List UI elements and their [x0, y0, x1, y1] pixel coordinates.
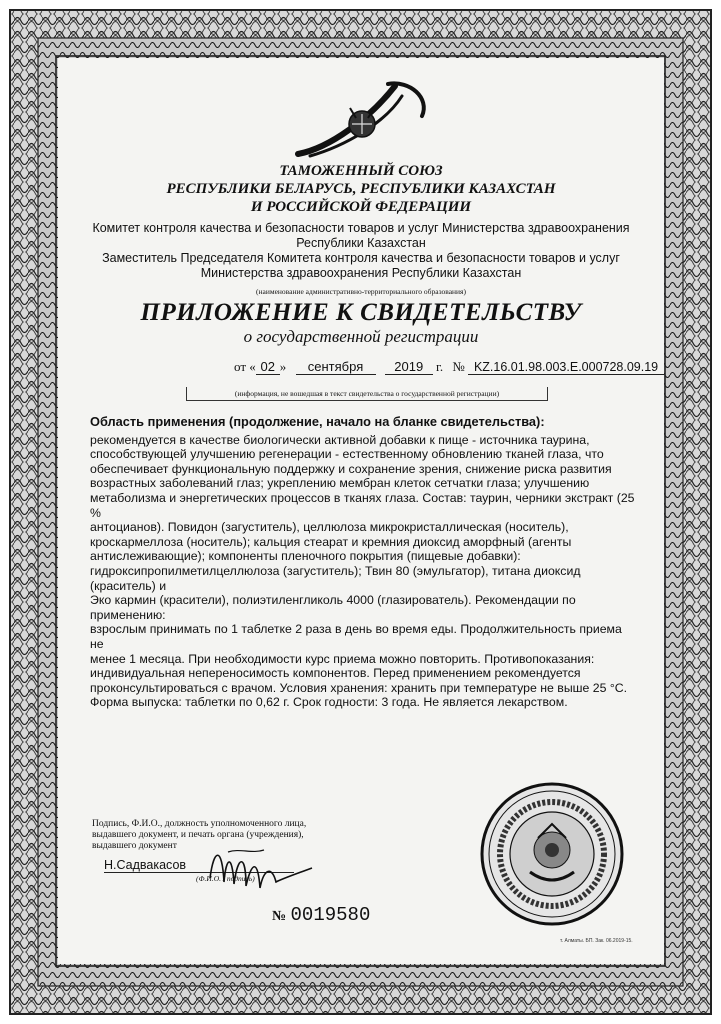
scope-heading: Область применения (продолжение, начало на бланке свидетельства):	[90, 414, 545, 429]
from-label: от	[234, 359, 247, 374]
body-line: возрастных заболеваний глаз; укреплению мембран клеток сетчатки глаза; улучшению	[90, 476, 590, 491]
body-line: кроскармеллоза (носитель); кальция стеарат и кремния диоксид аморфный (агенты	[90, 534, 572, 549]
body-line: Эко кармин (красители), полиэтиленгликоль 4000 (глазирователь). Рекомендации по применению:	[90, 593, 576, 622]
body-line: антоцианов). Повидон (загуститель), целлюлоза микрокристаллическая (носитель),	[90, 520, 569, 535]
body-line: антислеживающие); компоненты пленочного покрытия (пищевые добавки):	[90, 549, 521, 564]
info-caption: (информация, не вошедшая в текст свидетельства о государственной регистрации)	[186, 387, 548, 401]
signature-label-line: Подпись, Ф.И.О., должность уполномоченного лица,	[92, 819, 307, 829]
printer-mark: т. Алматы. БП. Зак. 06.2019-15.	[560, 938, 633, 944]
body-line: взрослым принимать по 1 таблетке 2 раза в день во время еды. Продолжительность приема не	[90, 622, 622, 651]
open-quote: «	[249, 359, 256, 374]
authority-line-1: Комитет контроля качества и безопасности товаров и услуг Министерства здравоохранения	[92, 221, 630, 235]
authority-line-3: Заместитель Председателя Комитета контроля качества и безопасности товаров и услуг	[102, 251, 620, 265]
body-line: метаболизма и энергетических процессов в тканях глаза. Состав: таурин, черники экстракт (25 %	[90, 490, 635, 520]
body-line: гидроксипропилметилцеллюлоза (загуститель); Твин 80 (эмульгатор), титана диоксид (краситель) и	[90, 563, 581, 593]
body-line: рекомендуется в качестве биологически активной добавки к пище - источника таурина,	[90, 432, 590, 447]
document-title: ПРИЛОЖЕНИЕ К СВИДЕТЕЛЬСТВУ	[140, 299, 582, 326]
signature-label-line: выдавшего документ	[92, 841, 177, 851]
official-seal-icon	[478, 780, 626, 928]
serial-label: №	[272, 909, 287, 924]
date-month: сентября	[296, 359, 376, 375]
signatory-caption: (Ф.И.О. / подпись)	[196, 874, 255, 883]
authority-line-4: Министерства здравоохранения Республики Казахстан	[200, 266, 522, 280]
close-quote: »	[279, 359, 287, 374]
header-line-3: И РОССИЙСКОЙ ФЕДЕРАЦИИ	[250, 199, 472, 215]
handwritten-signature-icon	[200, 838, 320, 898]
date-day: 02	[256, 359, 280, 375]
body-line: индивидуальная непереносимость компонентов. Перед применением рекомендуется	[90, 666, 581, 681]
header-line-1: ТАМОЖЕННЫЙ СОЮЗ	[279, 163, 443, 179]
body-line: менее 1 месяца. При необходимости курс приема можно повторить. Противопоказания:	[90, 651, 595, 666]
document-subtitle: о государственной регистрации	[243, 327, 479, 346]
registration-number: KZ.16.01.98.003.E.000728.09.19	[468, 360, 664, 375]
customs-union-emblem-icon	[290, 78, 440, 160]
signatory-name: Н.Садвакасов	[104, 858, 294, 873]
number-label: №	[452, 359, 465, 374]
body-line: способствующей улучшению регенерации - естественному обновлению тканей глаза, что	[90, 447, 604, 462]
serial-value: 0019580	[290, 904, 371, 926]
signature-label-line: выдавшего документ, и печать органа (учреждения),	[92, 830, 304, 840]
date-year: 2019	[385, 359, 433, 375]
header-line-2: РЕСПУБЛИКИ БЕЛАРУСЬ, РЕСПУБЛИКИ КАЗАХСТАН	[166, 181, 556, 197]
body-line: проконсультироваться с врачом. Условия хранения: хранить при температуре не выше 25 °С.	[90, 680, 628, 695]
authority-caption: (наименование административно-территориального образования)	[255, 287, 466, 296]
date-line	[234, 359, 664, 375]
serial-number	[272, 904, 370, 926]
scope-section	[90, 415, 638, 710]
authority-line-2: Республики Казахстан	[296, 236, 426, 250]
body-line: обеспечивает функциональную поддержку и сохранение зрения, снижение риска развития	[90, 461, 612, 476]
year-suffix: г.	[436, 359, 444, 374]
body-line: Форма выпуска: таблетки по 0,62 г. Срок годности: 3 года. Не является лекарством.	[90, 695, 568, 710]
